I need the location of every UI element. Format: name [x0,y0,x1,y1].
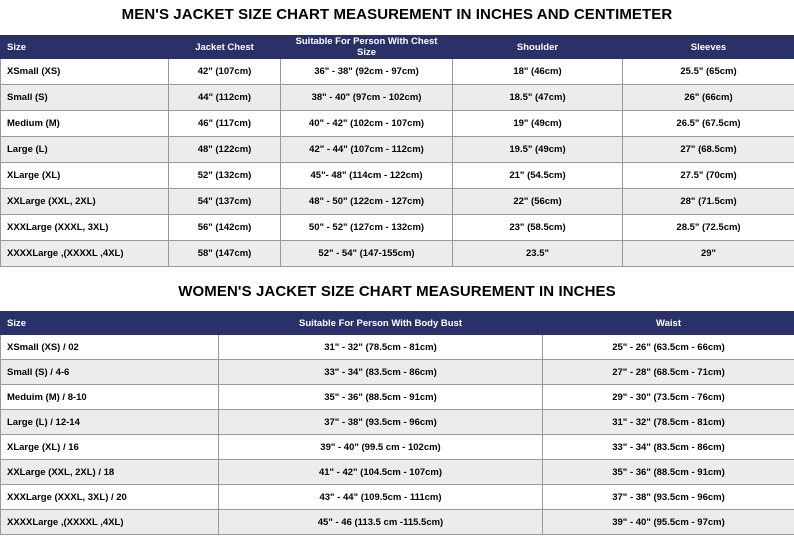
womens-bust-cell: 37" - 38" (93.5cm - 96cm) [219,410,543,435]
womens-header-row [1,312,794,335]
mens-size-cell: Large (L) [1,137,169,163]
mens-jacket-chest-cell: 48" (122cm) [169,137,281,163]
womens-size-cell: XXXXLarge ,(XXXXL ,4XL) [1,510,219,535]
table-row [1,163,794,189]
womens-bust-cell: 31" - 32" (78.5cm - 81cm) [219,335,543,360]
table-row [1,485,794,510]
womens-size-cell: XLarge (XL) / 16 [1,435,219,460]
mens-shoulder-cell: 23.5" [453,241,623,267]
mens-size-cell: XXXXLarge ,(XXXXL ,4XL) [1,241,169,267]
womens-waist-cell: 33" - 34" (83.5cm - 86cm) [543,435,794,460]
mens-shoulder-cell: 19.5" (49cm) [453,137,623,163]
mens-chest-size-cell: 48" - 50" (122cm - 127cm) [281,189,453,215]
mens-size-table [0,35,794,267]
womens-waist-cell: 25" - 26" (63.5cm - 66cm) [543,335,794,360]
mens-chest-size-cell: 40" - 42" (102cm - 107cm) [281,111,453,137]
mens-shoulder-cell: 22" (56cm) [453,189,623,215]
mens-size-cell: XXLarge (XXL, 2XL) [1,189,169,215]
table-row [1,460,794,485]
mens-sleeves-cell: 28" (71.5cm) [623,189,794,215]
mens-sleeves-cell: 26.5" (67.5cm) [623,111,794,137]
table-row [1,111,794,137]
mens-shoulder-cell: 18.5" (47cm) [453,85,623,111]
womens-header-size: Size [1,312,219,335]
mens-jacket-chest-cell: 54" (137cm) [169,189,281,215]
womens-waist-cell: 37" - 38" (93.5cm - 96cm) [543,485,794,510]
mens-size-cell: XSmall (XS) [1,59,169,85]
mens-jacket-chest-cell: 58" (147cm) [169,241,281,267]
table-row [1,510,794,535]
mens-chart-title: MEN'S JACKET SIZE CHART MEASUREMENT IN INCHES AND CENTIMETER [121,6,673,23]
mens-chest-size-cell: 50" - 52" (127cm - 132cm) [281,215,453,241]
mens-header-jacket-chest: Jacket Chest [169,36,281,59]
mens-header-row [1,36,794,59]
mens-jacket-chest-cell: 44" (112cm) [169,85,281,111]
womens-waist-cell: 39" - 40" (95.5cm - 97cm) [543,510,794,535]
womens-waist-cell: 35" - 36" (88.5cm - 91cm) [543,460,794,485]
womens-bust-cell: 35" - 36" (88.5cm - 91cm) [219,385,543,410]
mens-shoulder-cell: 23" (58.5cm) [453,215,623,241]
mens-header-sleeves: Sleeves [623,36,794,59]
mens-jacket-chest-cell: 46" (117cm) [169,111,281,137]
womens-size-cell: XXLarge (XXL, 2XL) / 18 [1,460,219,485]
table-row [1,410,794,435]
table-row [1,85,794,111]
mens-sleeves-cell: 28.5" (72.5cm) [623,215,794,241]
mens-jacket-chest-cell: 56" (142cm) [169,215,281,241]
mens-chest-size-cell: 36" - 38" (92cm - 97cm) [281,59,453,85]
mens-jacket-chest-cell: 52" (132cm) [169,163,281,189]
womens-bust-cell: 39" - 40" (99.5 cm - 102cm) [219,435,543,460]
mens-jacket-chest-cell: 42" (107cm) [169,59,281,85]
mens-sleeves-cell: 27" (68.5cm) [623,137,794,163]
womens-size-cell: Large (L) / 12-14 [1,410,219,435]
mens-sleeves-cell: 27.5" (70cm) [623,163,794,189]
table-row [1,335,794,360]
mens-chest-size-cell: 38" - 40" (97cm - 102cm) [281,85,453,111]
mens-size-cell: Small (S) [1,85,169,111]
table-row [1,385,794,410]
mens-header-shoulder: Shoulder [453,36,623,59]
mens-shoulder-cell: 21" (54.5cm) [453,163,623,189]
mens-shoulder-cell: 19" (49cm) [453,111,623,137]
womens-waist-cell: 31" - 32" (78.5cm - 81cm) [543,410,794,435]
table-row [1,241,794,267]
mens-chest-size-cell: 52" - 54" (147-155cm) [281,241,453,267]
womens-bust-cell: 45" - 46 (113.5 cm -115.5cm) [219,510,543,535]
womens-waist-cell: 29" - 30" (73.5cm - 76cm) [543,385,794,410]
mens-sleeves-cell: 26" (66cm) [623,85,794,111]
womens-size-cell: Meduim (M) / 8-10 [1,385,219,410]
mens-shoulder-cell: 18" (46cm) [453,59,623,85]
table-row [1,435,794,460]
womens-size-table [0,311,794,535]
mens-size-cell: XLarge (XL) [1,163,169,189]
mens-size-cell: XXXLarge (XXXL, 3XL) [1,215,169,241]
table-row [1,215,794,241]
mens-size-cell: Medium (M) [1,111,169,137]
womens-header-waist: Waist [543,312,794,335]
mens-chest-size-cell: 42" - 44" (107cm - 112cm) [281,137,453,163]
table-row [1,137,794,163]
womens-size-cell: XXXLarge (XXXL, 3XL) / 20 [1,485,219,510]
womens-bust-cell: 43" - 44" (109.5cm - 111cm) [219,485,543,510]
womens-chart-title: WOMEN'S JACKET SIZE CHART MEASUREMENT IN INCHES [178,283,616,300]
table-row [1,59,794,85]
mens-sleeves-cell: 29" [623,241,794,267]
mens-chest-size-cell: 45"- 48" (114cm - 122cm) [281,163,453,189]
table-row [1,360,794,385]
womens-size-cell: Small (S) / 4-6 [1,360,219,385]
mens-header-size: Size [1,36,169,59]
mens-sleeves-cell: 25.5" (65cm) [623,59,794,85]
mens-header-chest-size: Suitable For Person With Chest Size [281,36,453,59]
womens-size-cell: XSmall (XS) / 02 [1,335,219,360]
womens-waist-cell: 27" - 28" (68.5cm - 71cm) [543,360,794,385]
womens-bust-cell: 33" - 34" (83.5cm - 86cm) [219,360,543,385]
womens-bust-cell: 41" - 42" (104.5cm - 107cm) [219,460,543,485]
womens-header-bust: Suitable For Person With Body Bust [219,312,543,335]
table-row [1,189,794,215]
